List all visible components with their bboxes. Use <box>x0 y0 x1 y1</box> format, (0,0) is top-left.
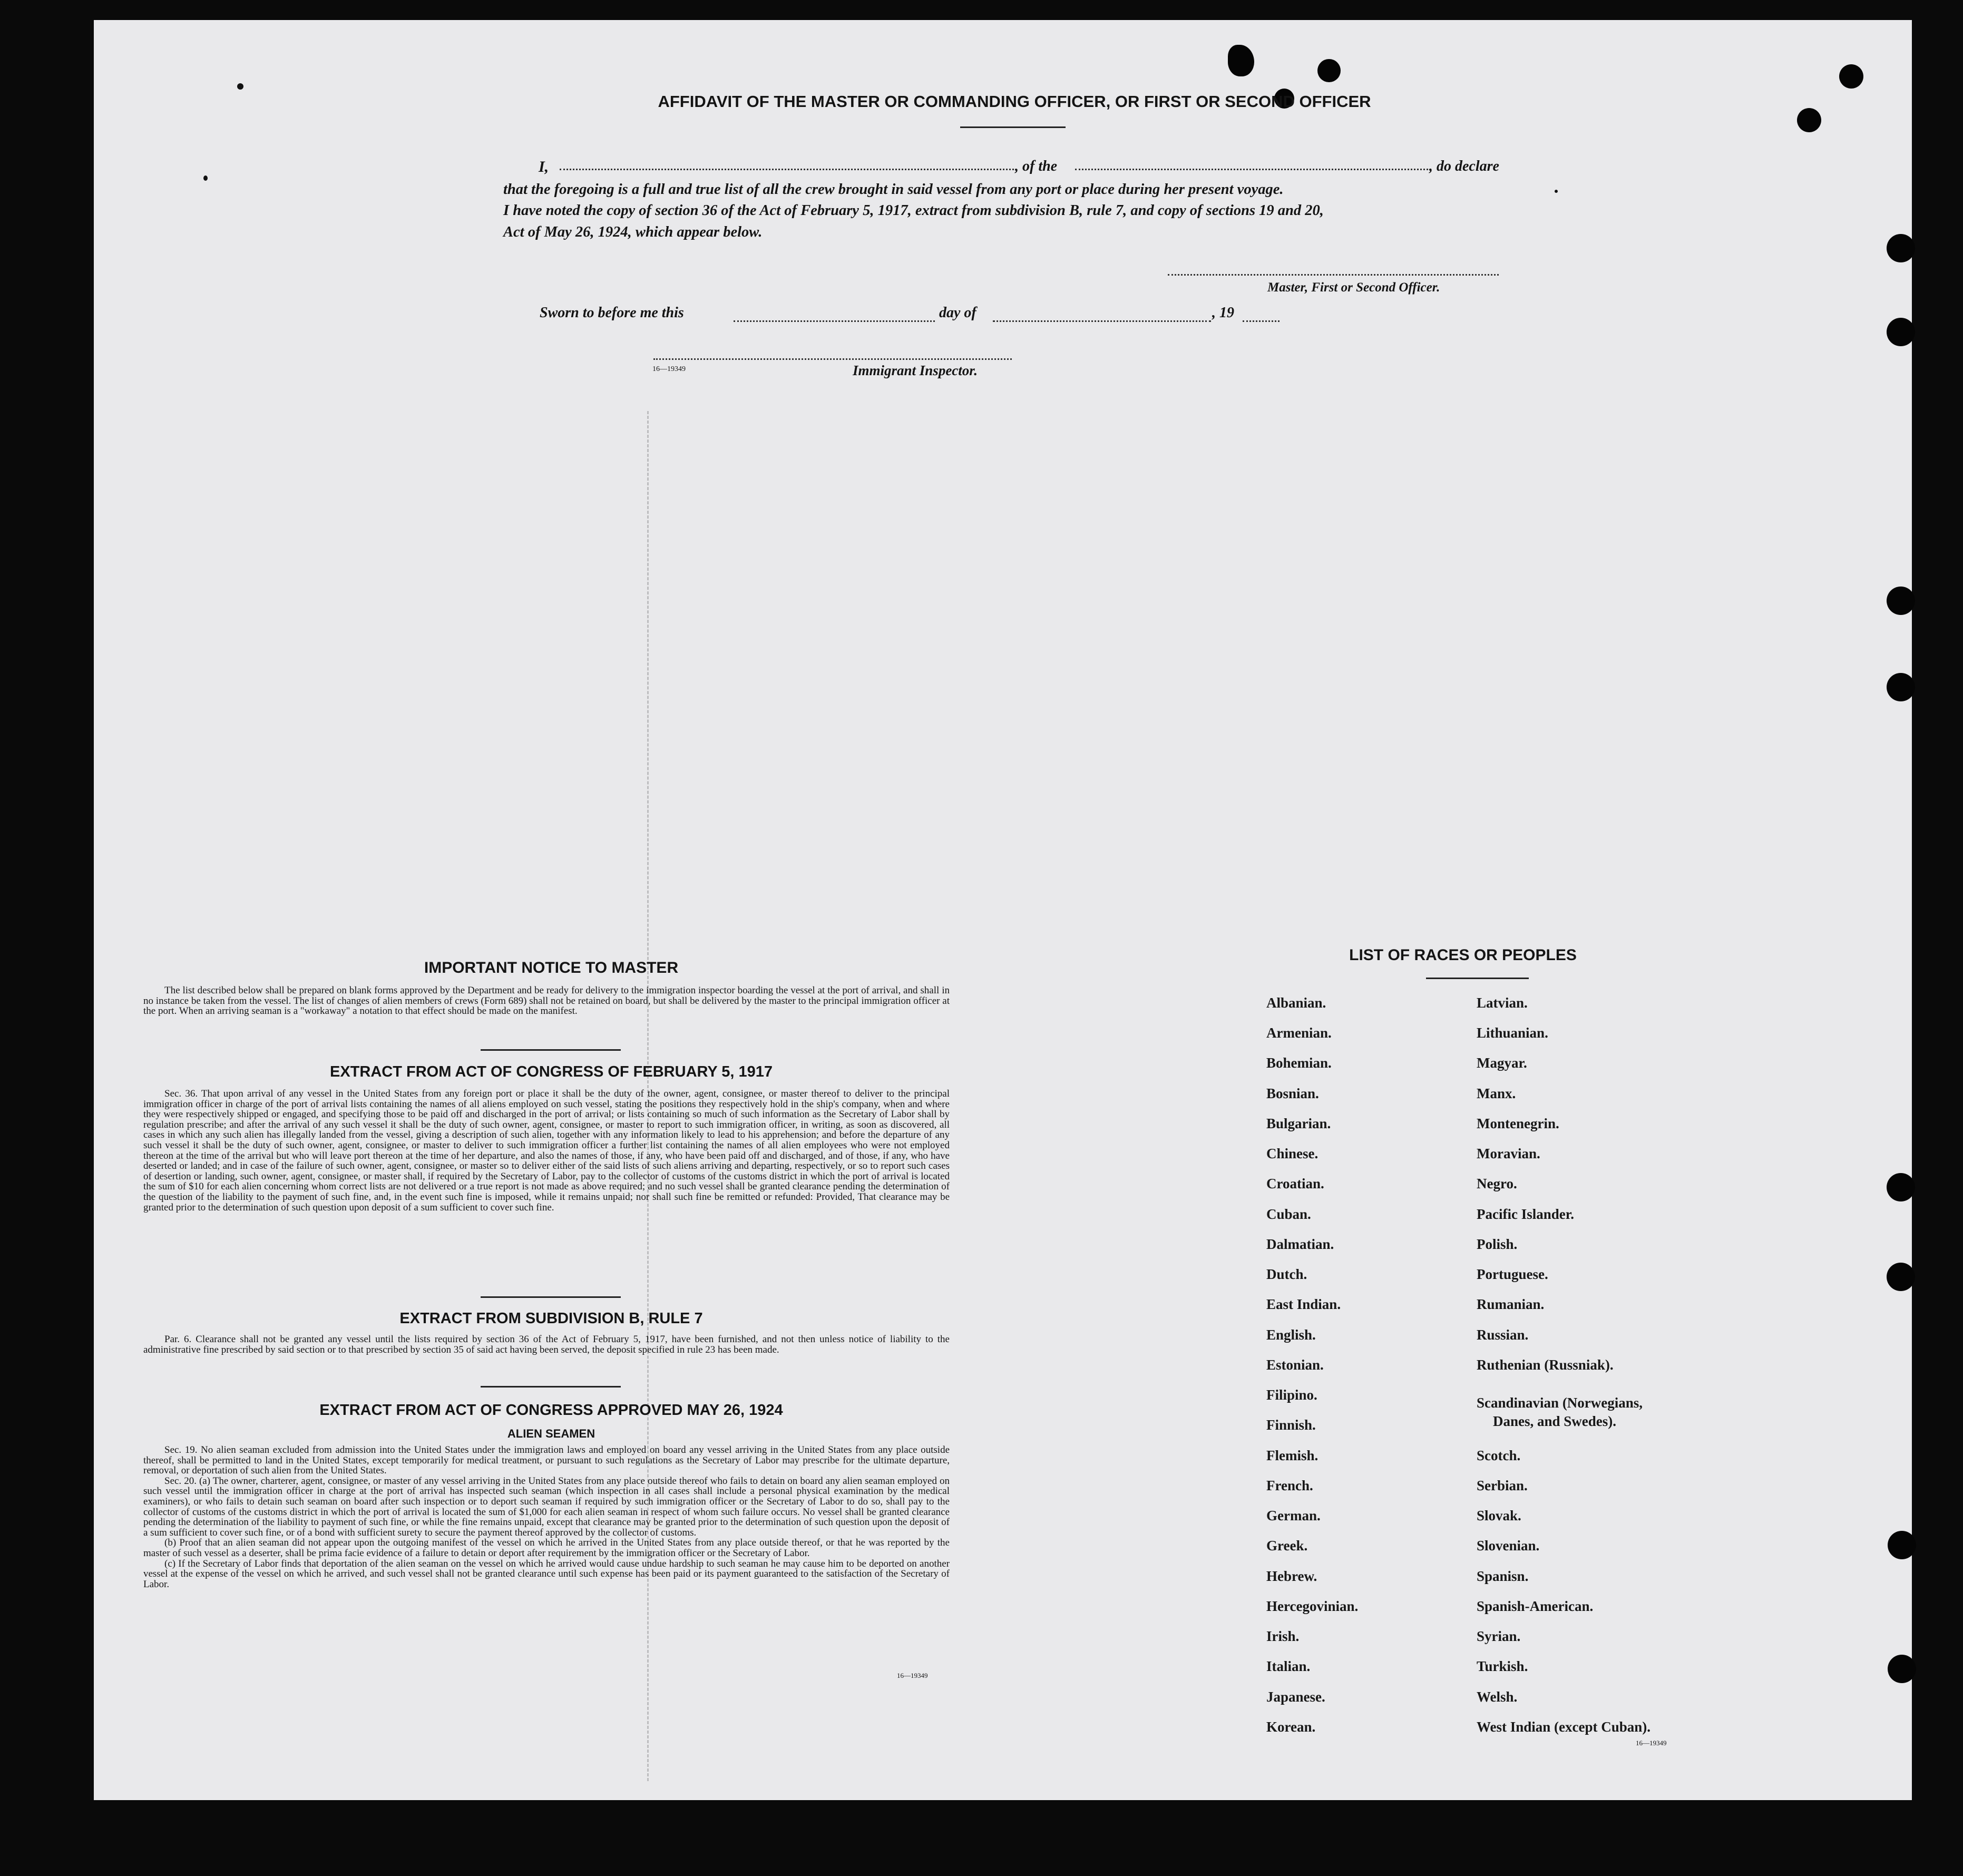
form-number: 16—19349 <box>652 365 686 373</box>
race-item: Rumanian. <box>1477 1296 1545 1312</box>
punch-hole <box>1887 673 1915 701</box>
rule-7-title: EXTRACT FROM SUBDIVISION B, RULE 7 <box>399 1310 703 1327</box>
race-item: Scandinavian (Norwegians, <box>1477 1395 1643 1411</box>
race-item: English. <box>1266 1327 1316 1343</box>
race-item: Japanese. <box>1266 1689 1325 1705</box>
race-item: Dutch. <box>1266 1266 1307 1282</box>
race-item: Lithuanian. <box>1477 1025 1548 1041</box>
race-item: Bosnian. <box>1266 1086 1319 1101</box>
race-item: Greek. <box>1266 1538 1308 1553</box>
divider <box>481 1296 621 1298</box>
inspector-label: Immigrant Inspector. <box>853 363 978 378</box>
act-1917-title: EXTRACT FROM ACT OF CONGRESS OF FEBRUARY 5, 1917 <box>329 1063 773 1080</box>
race-item: Russian. <box>1477 1327 1529 1343</box>
vessel-field[interactable] <box>1075 169 1431 170</box>
master-signature-line[interactable] <box>1168 274 1499 276</box>
race-item: Montenegrin. <box>1477 1116 1559 1131</box>
race-item: Pacific Islander. <box>1477 1206 1574 1222</box>
race-item: Spanisn. <box>1477 1568 1529 1584</box>
race-item: Irish. <box>1266 1628 1300 1644</box>
race-item: Serbian. <box>1477 1478 1528 1493</box>
race-item: Hebrew. <box>1266 1568 1317 1584</box>
form-number: 16—19349 <box>1636 1739 1667 1747</box>
year-field[interactable] <box>1243 320 1280 322</box>
master-signature-label: Master, First or Second Officer. <box>1267 280 1440 295</box>
act-1924-subtitle: ALIEN SEAMEN <box>507 1427 595 1440</box>
race-item: Polish. <box>1477 1236 1518 1252</box>
race-item: Hercegovinian. <box>1266 1598 1359 1614</box>
race-item: Italian. <box>1266 1658 1311 1674</box>
sworn-month-field[interactable] <box>993 320 1211 322</box>
race-item: Korean. <box>1266 1719 1316 1735</box>
punch-hole <box>1887 234 1915 262</box>
sec-20a-paragraph: Sec. 20. (a) The owner, charterer, agent, consignee, or master of any vessel arriving in the United States from any place outside thereof who fails to detain on board any alien seaman employed on such vessel until the immigration officer in charge at the port of arrival has inspected such seaman (which inspection in all cases shall include a personal physical examination by the medical examiners), or who fails to detain such seaman on board after such inspection or to deport such seaman if required by such immigration officer or the Secretary of Labor to do so, shall pay to the collector of customs of the customs district in which the port of arrival is located the sum of $1,000 for each alien seaman in respect of whom such failure occurs. No vessel shall be granted clearance pending the determination of the liability to payment of such fine, or while the fine remains unpaid, except that clearance may be granted prior to the determination of such question upon the deposit of a sum sufficient to cover such fine, or of a bond with sufficient surety to secure the payment thereof approved by the collector of customs. <box>143 1475 950 1538</box>
races-title: LIST OF RACES OR PEOPLES <box>1349 946 1577 964</box>
affidavit-title: AFFIDAVIT OF THE MASTER OR COMMANDING OFFICER, OR FIRST OR SECOND OFFICER <box>658 92 1371 111</box>
affidavit-of-the: , of the <box>1015 158 1058 174</box>
race-item: Scotch. <box>1477 1448 1521 1463</box>
race-item: Magyar. <box>1477 1055 1527 1071</box>
affidavit-i: I, <box>539 158 549 175</box>
punch-hole <box>1887 587 1915 615</box>
act-1924-text <box>143 1445 950 1589</box>
rule-7-text <box>143 1334 950 1355</box>
punch-hole <box>1888 1655 1916 1683</box>
speck <box>237 83 243 90</box>
punch-hole <box>1839 64 1863 89</box>
race-item: Moravian. <box>1477 1146 1540 1161</box>
sec-20c-paragraph: (c) If the Secretary of Labor finds that deportation of the alien seaman on the vessel on which he arrived would cause undue hardship to such seaman he may cause him to be deported on another vessel at the expense of the vessel on which he arrived, and such vessel shall not be granted clearance until such expense has been paid or its payment guaranteed to the satisfaction of the Secretary of Labor. <box>143 1558 950 1590</box>
race-item: Armenian. <box>1266 1025 1332 1041</box>
act-1924-title: EXTRACT FROM ACT OF CONGRESS APPROVED MAY 26, 1924 <box>319 1402 783 1419</box>
name-field[interactable] <box>560 169 1014 170</box>
punch-hole <box>1797 108 1821 132</box>
rule-7-paragraph: Par. 6. Clearance shall not be granted any vessel until the lists required by section 36 of the Act of February 5, 1917, have been furnished, and not then unless notice of liability to the administrative fine prescribed by said section or to that prescribed by section 35 of said act having been served, the deposit specified in rule 23 has been made. <box>143 1334 950 1355</box>
race-item: Slovak. <box>1477 1508 1521 1523</box>
notice-paragraph: The list described below shall be prepared on blank forms approved by the Department and be ready for delivery to the immigration inspector boarding the vessel at the port of arrival, and shall in no instance be taken from the vessel. The list of changes of alien members of crews (Form 689) shall not be retained on board, but shall be delivered by the master to the principal immigration officer at the port. When an arriving seaman is a "workaway" a notation to that effect should be made on the manifest. <box>143 985 950 1017</box>
race-item-continued: Danes, and Swedes). <box>1493 1413 1617 1429</box>
speck <box>203 175 208 181</box>
race-item: Flemish. <box>1266 1448 1319 1463</box>
punch-hole <box>1887 1173 1915 1201</box>
divider <box>481 1386 621 1388</box>
sworn-day-field[interactable] <box>734 320 935 322</box>
race-item: Albanian. <box>1266 995 1326 1011</box>
affidavit-line-4: Act of May 26, 1924, which appear below. <box>503 224 763 240</box>
punch-hole <box>1317 59 1341 82</box>
day-of-label: day of <box>939 305 976 321</box>
punch-hole <box>1888 1531 1916 1559</box>
race-item: Bohemian. <box>1266 1055 1332 1071</box>
race-item: Estonian. <box>1266 1357 1324 1373</box>
sec-19-paragraph: Sec. 19. No alien seaman excluded from admission into the United States under the immigration laws and employed on board any vessel arriving in the United States from any place outside thereof, shall be permitted to land in the United States, except temporarily for medical treatment, or pursuant to such regulations as the Secretary of Labor may prescribe for the ultimate departure, removal, or deportation of such alien from the United States. <box>143 1444 950 1477</box>
affidavit-line-3: I have noted the copy of section 36 of the Act of February 5, 1917, extract from subdivision B, rule 7, and copy of sections 19 and 20, <box>503 202 1324 219</box>
race-item: Cuban. <box>1266 1206 1311 1222</box>
speck <box>1555 190 1558 193</box>
race-item: Filipino. <box>1266 1387 1317 1403</box>
race-item: Latvian. <box>1477 995 1528 1011</box>
race-item: Welsh. <box>1477 1689 1518 1705</box>
year-label: , 19 <box>1212 305 1234 321</box>
affidavit-do-declare: , do declare <box>1429 158 1499 174</box>
sworn-label: Sworn to before me this <box>540 305 684 321</box>
notice-title: IMPORTANT NOTICE TO MASTER <box>424 959 679 976</box>
act-1917-paragraph: Sec. 36. That upon arrival of any vessel in the United States from any foreign port or place it shall be the duty of the owner, agent, consignee, or master thereof to deliver to the principal immigration officer in charge of the port of arrival lists containing the names of all aliens employed on such vessel, stating the positions they respectively hold in the ship's company, when and where they were respectively shipped or engaged, and specifying those to be paid off and discharged in the port of arrival; or lists containing so much of such information as the Secretary of Labor shall by regulation prescribe; and after the arrival of any such vessel it shall be the duty of such owner, agent, consignee, or master to report to such immigration officer, in writing, as soon as discovered, all cases in which any such alien has illegally landed from the vessel, giving a description of such alien, together with any information likely to lead to his apprehension; and before the departure of any such vessel it shall be the duty of such owner, agent, consignee, or master to deliver to such immigration officer a further list containing the names of all alien employees who were not employed thereon at the time of the arrival but who will leave port thereon at the time of her departure, and also the names of those, if any, who have been paid off and discharged, and of those, if any, who have deserted or landed; and in case of the failure of such owner, agent, consignee, or master so to deliver either of the said lists of such aliens arriving and departing, respectively, or so to report such cases of desertion or landing, such owner, agent, consignee, or master shall, if required by the Secretary of Labor, pay to the collector of customs of the customs district in which the port of arrival is located the sum of $10 for each alien concerning whom correct lists are not delivered or a true report is not made as above required; and no such vessel shall be granted clearance pending the determination of the question of the liability to the payment of such fine, and, in the event such fine is imposed, while it remains unpaid; nor shall such fine be remitted or refunded: Provided, That clearance may be granted prior to the determination of such question upon deposit of a sum sufficient to cover such fine. <box>143 1088 950 1213</box>
punch-hole <box>1887 1263 1915 1291</box>
race-item: Croatian. <box>1266 1176 1324 1191</box>
race-item: Chinese. <box>1266 1146 1319 1161</box>
divider <box>1426 978 1529 979</box>
race-item: West Indian (except Cuban). <box>1477 1719 1651 1735</box>
race-item: Turkish. <box>1477 1658 1528 1674</box>
punch-hole <box>1887 318 1915 346</box>
affidavit-line-2: that the foregoing is a full and true list of all the crew brought in said vessel from any port or place during her present voyage. <box>503 181 1284 198</box>
act-1917-text <box>143 1089 950 1213</box>
race-item: Portuguese. <box>1477 1266 1548 1282</box>
notice-text <box>143 985 950 1017</box>
race-item: French. <box>1266 1478 1313 1493</box>
inspector-signature-line[interactable] <box>653 358 1012 360</box>
race-item: Manx. <box>1477 1086 1516 1101</box>
race-item: Ruthenian (Russniak). <box>1477 1357 1614 1373</box>
race-item: Finnish. <box>1266 1417 1316 1433</box>
divider <box>960 126 1066 128</box>
form-number: 16—19349 <box>897 1672 928 1679</box>
race-item: Syrian. <box>1477 1628 1521 1644</box>
race-item: Negro. <box>1477 1176 1517 1191</box>
race-item: East Indian. <box>1266 1296 1341 1312</box>
race-item: Bulgarian. <box>1266 1116 1331 1131</box>
divider <box>481 1049 621 1051</box>
race-item: Dalmatian. <box>1266 1236 1334 1252</box>
sec-20b-paragraph: (b) Proof that an alien seaman did not appear upon the outgoing manifest of the vessel on which he arrived in the United States from any place outside thereof, or that he was reported by the master of such vessel as a deserter, shall be prima facie evidence of a failure to detain or deport after requirement by the immigration officer or the Secretary of Labor. <box>143 1537 950 1559</box>
race-item: Spanish-American. <box>1477 1598 1594 1614</box>
race-item: Slovenian. <box>1477 1538 1540 1553</box>
race-item: German. <box>1266 1508 1321 1523</box>
